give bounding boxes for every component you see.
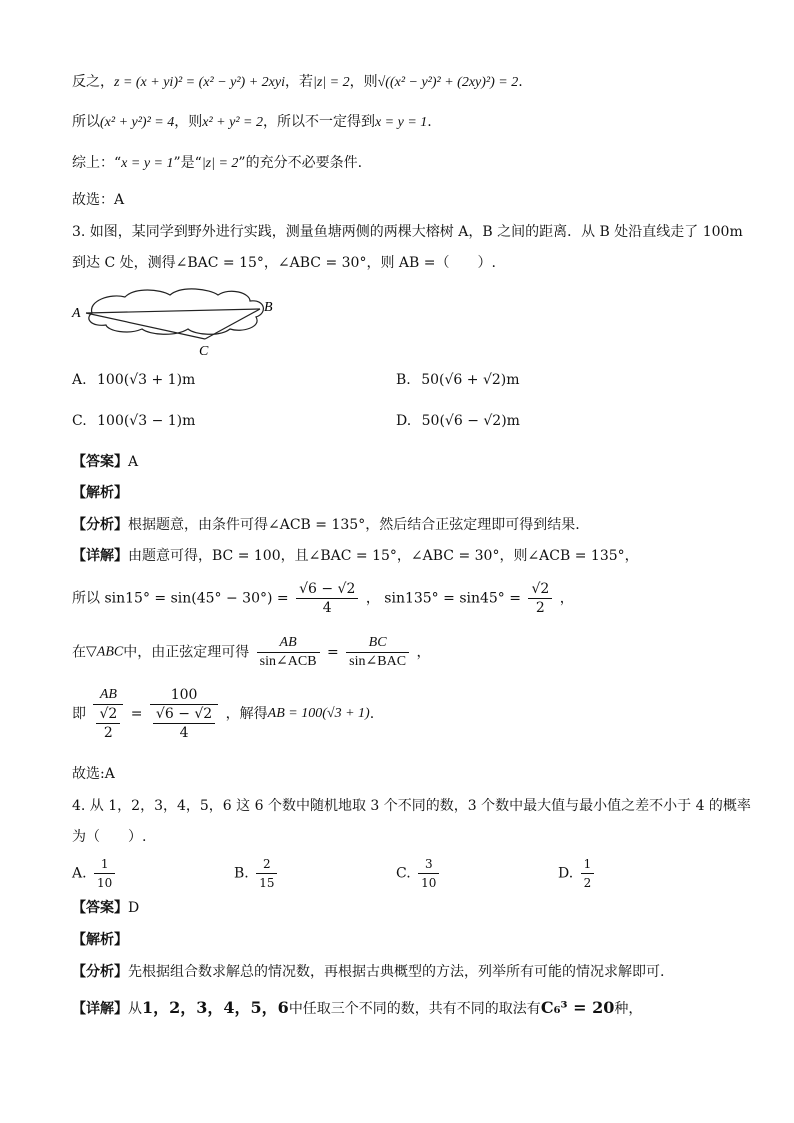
xiangjie-tag: 【详解】 (72, 1001, 128, 1017)
fraction (94, 855, 115, 892)
answer-value: A (128, 454, 139, 470)
fraction-denominator: 10 (421, 876, 437, 890)
text: 种， (614, 1001, 643, 1017)
text: 所以 (72, 590, 100, 607)
math-expression: AB = 100(√3 + 1) (267, 706, 370, 721)
option-value: 50(√6 − √2)m (421, 413, 520, 429)
fraction-denominator: sin∠BAC (349, 654, 407, 669)
option-label: B. (396, 372, 411, 388)
xiangjie-text: 由题意可得，BC = 100，且∠BAC = 15°，∠ABC = 30°，则∠ACB = 135°， (128, 548, 639, 564)
math-expression: x² + y² = 2 (202, 115, 263, 130)
fraction (346, 634, 409, 671)
text: ，则 (349, 74, 378, 90)
fraction-denominator (150, 705, 218, 742)
xiangjie-tag: 【详解】 (72, 548, 128, 564)
choose-line: 故选：A (72, 192, 125, 208)
fraction (296, 580, 358, 617)
text: . (518, 74, 523, 90)
inner-fraction (96, 705, 120, 742)
math-expression: C₆³ = 20 (540, 998, 615, 1017)
fraction-numerator: 1 (581, 855, 595, 874)
triangle-pond-figure (70, 283, 290, 363)
line-ab (86, 309, 260, 313)
text: ”是“ (173, 155, 202, 171)
text: 中，由正弦定理可得 (123, 644, 250, 661)
point-a-label: A (72, 306, 81, 321)
text: ，解得 (225, 706, 268, 722)
line-ac (86, 313, 205, 339)
fraction-numerator: 2 (256, 855, 277, 874)
q3-option-a[interactable] (72, 372, 195, 388)
answer-tag: 【答案】 (72, 900, 128, 916)
math-expression: z = (x + yi)² = (x² − y²) + 2xyi (114, 75, 285, 90)
math-expression: 1，2，3，4，5，6 (142, 998, 289, 1017)
solution-line-1 (72, 72, 523, 93)
fenxi-tag: 【分析】 (72, 517, 128, 533)
fraction-denominator: 4 (179, 725, 189, 741)
text: ”的充分不必要条件. (238, 155, 363, 171)
q3-xiangjie-line (72, 546, 639, 566)
q3-option-c[interactable] (72, 413, 195, 429)
q3-analysis-heading: 【解析】 (72, 485, 128, 501)
solution-line-3 (72, 153, 362, 174)
option-label: D. (396, 413, 412, 429)
math-expression: sin135° = sin45° = (384, 590, 521, 607)
question-4-text-b: 为（ ）. (72, 829, 147, 845)
fraction-denominator: 10 (97, 876, 113, 890)
fenxi-text: 根据题意，由条件可得∠ACB = 135°，然后结合正弦定理即可得到结果. (128, 517, 580, 533)
answer-tag: 【答案】 (72, 454, 128, 470)
text: ，所以不一定得到 (262, 114, 375, 130)
option-label: A. (72, 372, 87, 388)
fraction-numerator: √2 (96, 705, 120, 724)
text: 所以 (72, 114, 100, 130)
fraction-numerator: 3 (418, 855, 439, 874)
q3-option-d[interactable] (396, 413, 520, 429)
q4-option-b[interactable] (234, 855, 280, 892)
math-expression: (x² + y²)² = 4 (100, 115, 175, 130)
fenxi-tag: 【分析】 (72, 964, 128, 980)
q4-option-c[interactable] (396, 855, 442, 892)
fraction-numerator: √2 (528, 580, 552, 599)
fraction-denominator: 2 (583, 876, 592, 890)
q4-xiangjie-line (72, 998, 642, 1019)
fraction-denominator: 2 (535, 600, 545, 616)
fraction (418, 855, 439, 892)
option-label: B. (234, 865, 249, 882)
answer-value: D (128, 900, 140, 916)
q3-option-b[interactable] (396, 372, 520, 388)
fraction-denominator: sin∠ACB (259, 654, 317, 669)
math-expression: x = y = 1 (374, 115, 428, 130)
option-label: D. (558, 865, 574, 882)
fraction-numerator: BC (346, 634, 409, 653)
question-3-text-b: 到达 C 处，测得∠BAC = 15°，∠ABC = 30°，则 AB =（ ）. (72, 255, 496, 271)
text: ， (365, 590, 380, 607)
solution-line-2 (72, 112, 432, 133)
point-c-label: C (199, 344, 209, 359)
pond-cloud-shape (89, 289, 264, 334)
q4-answer-line (72, 898, 139, 918)
q4-option-a[interactable] (72, 855, 118, 892)
fraction (256, 855, 277, 892)
fraction-numerator: 100 (150, 686, 218, 705)
fraction-denominator (93, 705, 123, 742)
fraction (528, 580, 552, 617)
text: 反之， (72, 74, 114, 90)
text: ，则 (174, 114, 203, 130)
fraction (581, 855, 595, 892)
text: ，若 (285, 74, 313, 90)
fraction-denominator: 2 (103, 725, 113, 741)
text: ， (416, 644, 431, 661)
text: 中任取三个不同的数，共有不同的取法有 (288, 1001, 541, 1017)
q3-ji-line: 即 $\frac{AB}{\frac{√2}{2}}$ = $\frac{100}{\frac{√6 - √2}{4}}$ ，解得AB = 100(√3 + 1). (72, 687, 375, 741)
fraction-numerator: AB (93, 686, 123, 705)
math-expression: x = y = 1 (121, 156, 174, 171)
line-bc (205, 309, 260, 339)
q3-choose-line: 故选:A (72, 766, 115, 782)
fenxi-text: 先根据组合数求解总的情况数，再根据古典概型的方法，列举所有可能的情况求解即可. (128, 964, 665, 980)
option-label: C. (396, 865, 411, 882)
fraction-denominator: 4 (322, 600, 332, 616)
text: 综上：“ (72, 155, 122, 171)
math-expression: |z| = 2 (313, 75, 350, 90)
fraction-numerator: 1 (94, 855, 115, 874)
question-4-text-a: 4. 从 1，2，3，4，5，6 这 6 个数中随机地取 3 个不同的数，3 个数中最大值与最小值之差不小于 4 的概率 (72, 798, 751, 814)
q3-sin-line (72, 580, 574, 617)
math-expression: √((x² − y²)² + (2xy)²) = 2 (377, 75, 519, 90)
q3-answer-line (72, 452, 138, 472)
triangle-symbol: ▽ABC (86, 644, 124, 660)
option-value: 100(√3 − 1)m (97, 413, 196, 429)
q4-fenxi-line (72, 962, 664, 982)
fraction-numerator: AB (257, 634, 320, 653)
complex-fraction (93, 686, 123, 742)
option-label: C. (72, 413, 87, 429)
text: . (369, 706, 375, 722)
fraction-denominator: 15 (259, 876, 275, 890)
inner-fraction (153, 705, 215, 742)
text: 即 (72, 706, 86, 722)
math-expression: sin15° = sin(45° − 30°) = (104, 590, 289, 607)
q4-analysis-heading: 【解析】 (72, 932, 128, 948)
math-expression: |z| = 2 (201, 156, 239, 171)
point-b-label: B (264, 300, 273, 315)
option-value: 50(√6 + √2)m (421, 372, 520, 388)
text: . (427, 114, 432, 130)
q4-option-d[interactable] (558, 855, 597, 892)
option-value: 100(√3 + 1)m (97, 372, 196, 388)
q3-law-line: 在▽ABC中，由正弦定理可得 $\frac{AB}{\text{sin∠ACB}}$ = $\frac{BC}{\text{sin∠BAC}}$ ， (72, 635, 431, 669)
text: 在 (72, 644, 86, 661)
fraction-numerator: √6 − √2 (153, 705, 215, 724)
fraction (257, 634, 320, 671)
text: ， (559, 590, 574, 607)
complex-fraction (150, 686, 218, 742)
text: 从 (128, 1001, 142, 1017)
option-label: A. (72, 865, 87, 882)
fraction-numerator: √6 − √2 (296, 580, 358, 599)
q3-fenxi-line (72, 515, 580, 535)
question-3-text-a: 3. 如图，某同学到野外进行实践，测量鱼塘两侧的两棵大榕树 A，B 之间的距离．从 B 处沿直线走了 100m (72, 224, 743, 240)
